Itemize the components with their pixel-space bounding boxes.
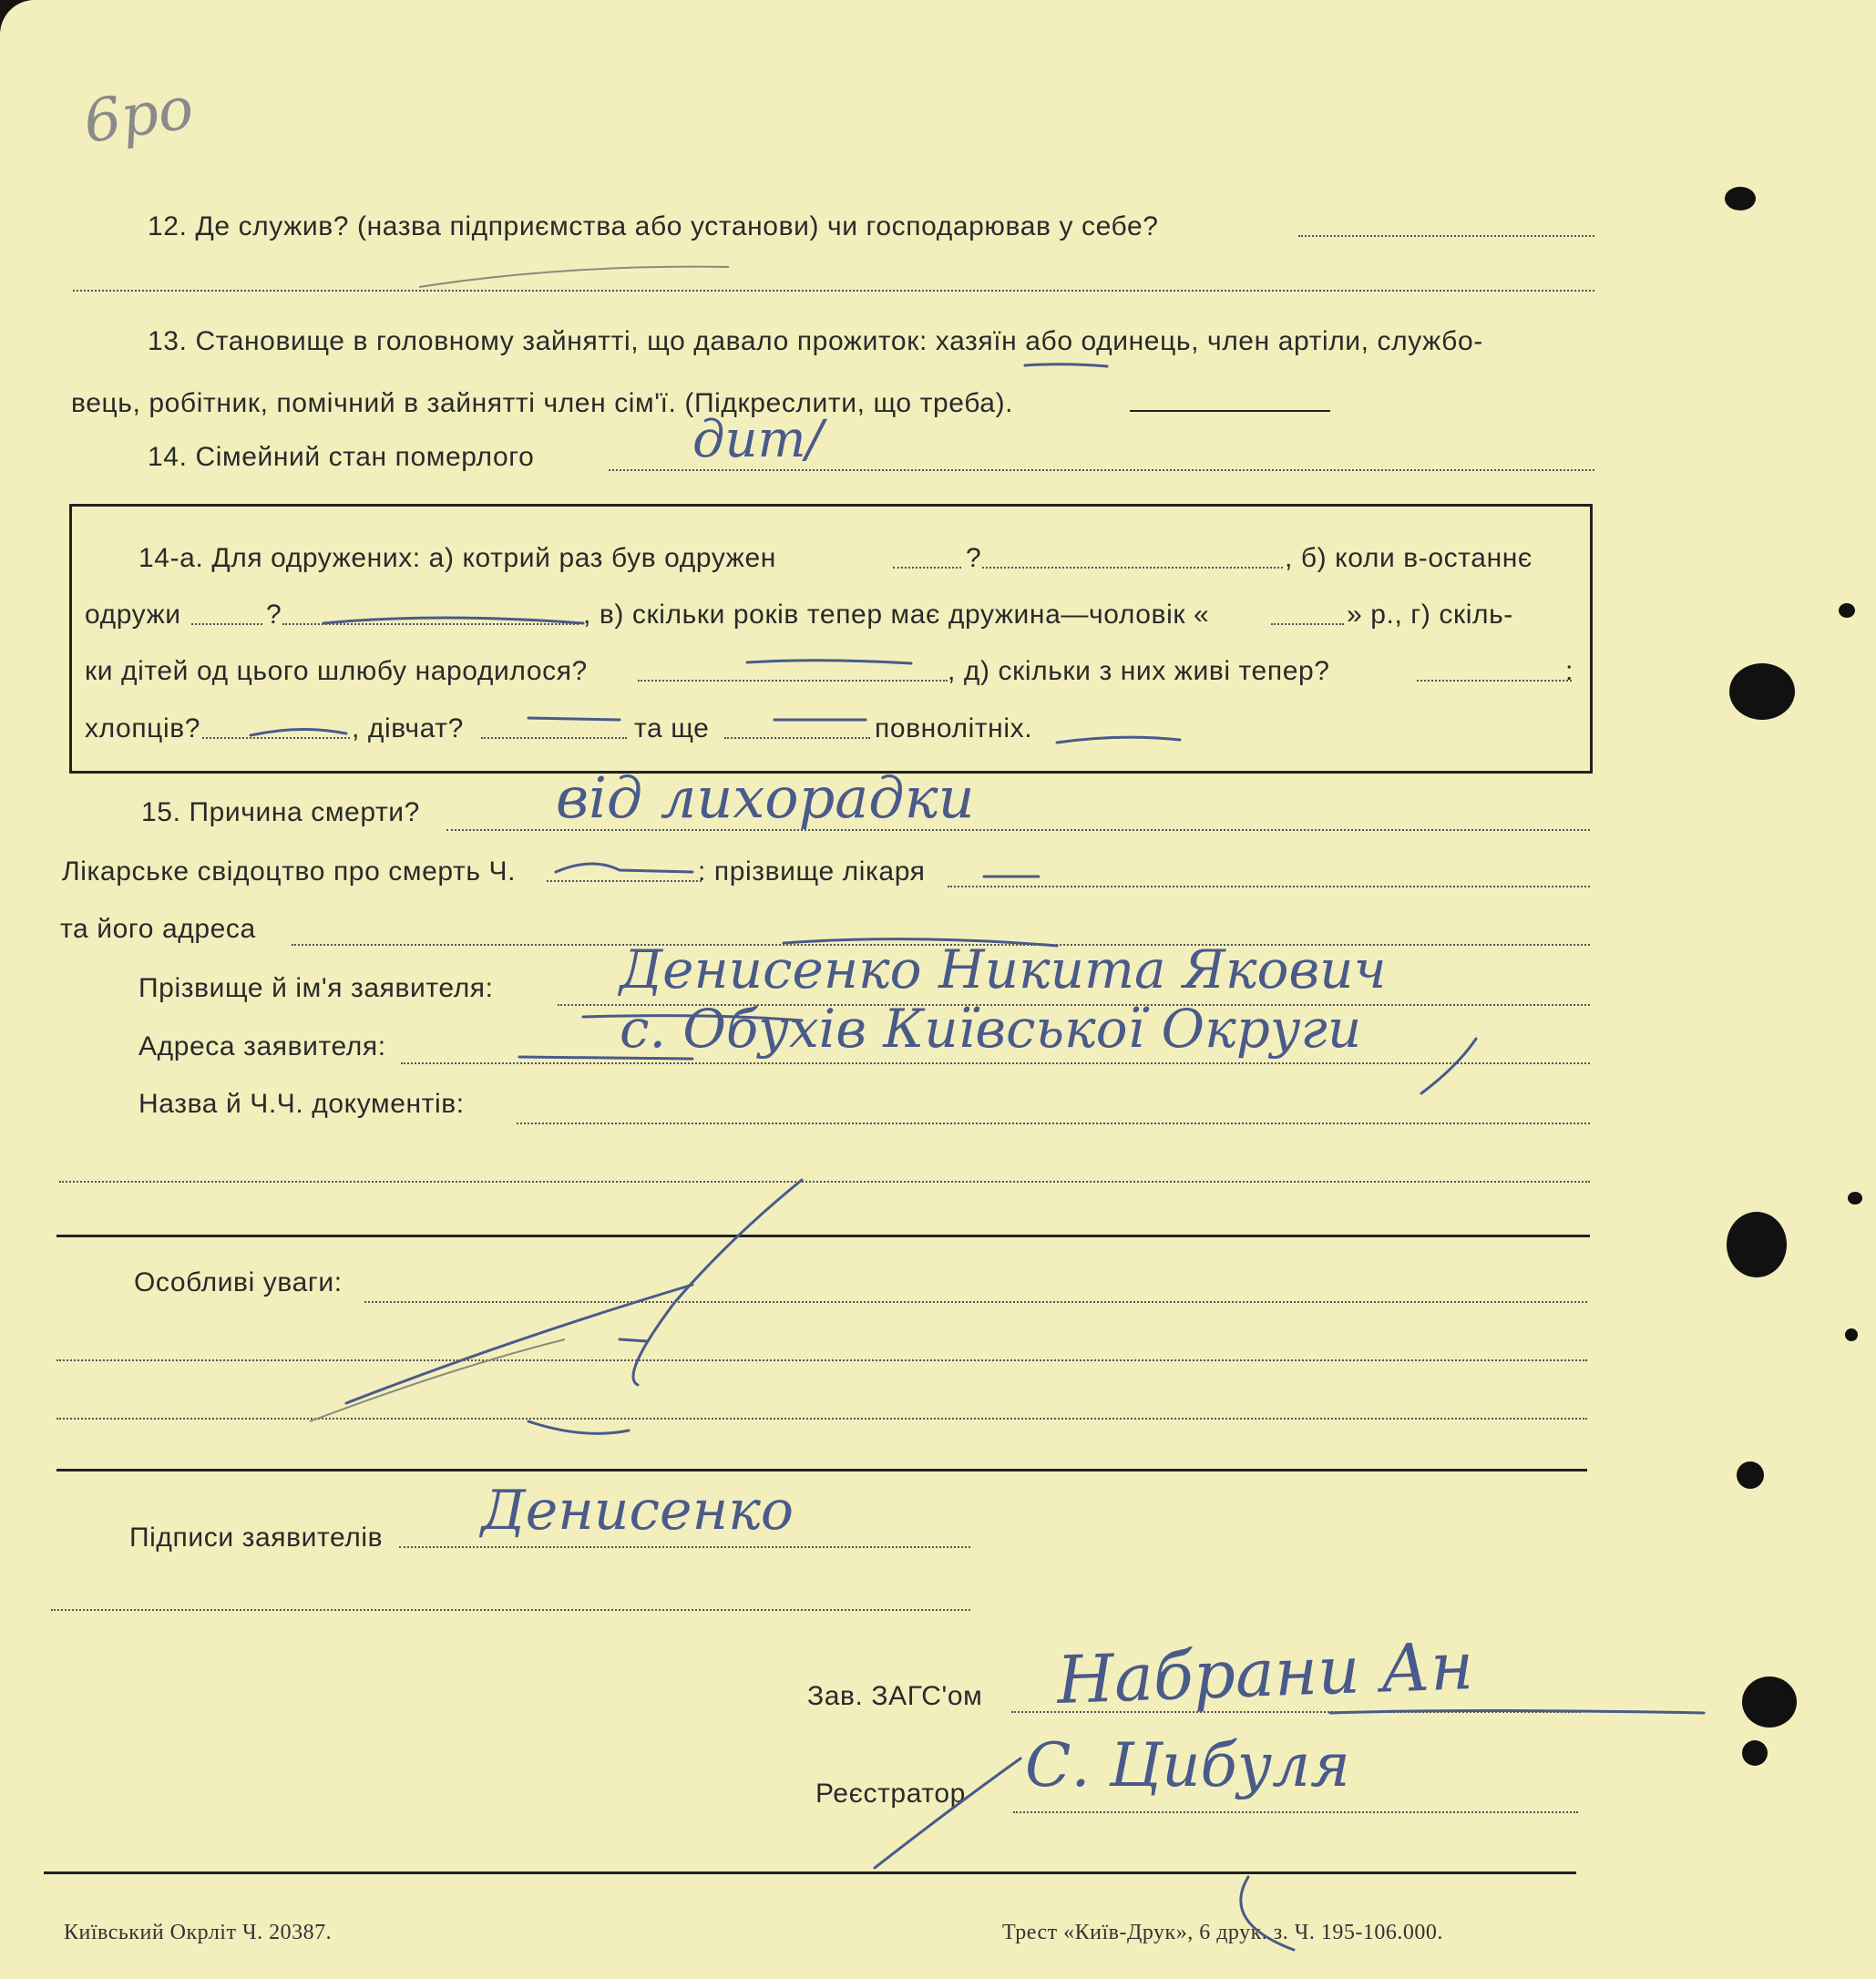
notes-label: Особливі уваги: bbox=[134, 1267, 343, 1297]
punch-hole bbox=[1737, 1461, 1764, 1489]
q15-answer: від лихорадки bbox=[556, 764, 975, 831]
applicant-signature: Денисенко bbox=[481, 1479, 794, 1543]
applicant-name-value: Денисенко Никита Якович bbox=[620, 938, 1387, 1000]
q14a-line-3-c: : bbox=[1565, 656, 1574, 686]
applicant-address-value: с. Обухів Київської Округи bbox=[620, 998, 1362, 1060]
q14a-line-1-c: , б) коли в-останнє bbox=[1285, 543, 1533, 573]
q13-line-1: 13. Становище в головному зайнятті, що давало прожиток: хазяїн або одинець, член артіли, службо- bbox=[148, 326, 1483, 356]
q14a-line-3-b: , д) скільки з них живі тепер? bbox=[948, 656, 1330, 686]
punch-hole bbox=[1848, 1192, 1862, 1205]
registrar-label: Реєстратор bbox=[815, 1779, 966, 1809]
q14a-line-4-b: , дівчат? bbox=[352, 713, 464, 743]
q12-label: 12. Де служив? (назва підприємства або установи) чи господарював у себе? bbox=[148, 211, 1159, 241]
head-registry-label: Зав. ЗАГС'ом bbox=[807, 1681, 983, 1711]
corner-note: 6ро bbox=[79, 74, 198, 158]
q13-line-2: вець, робітник, помічний в зайнятті член сім'ї. (Підкреслити, що треба). bbox=[71, 388, 1014, 418]
footer-right: Трест «Київ-Друк», 6 друк. з. Ч. 195-106.000. bbox=[1002, 1921, 1443, 1944]
punch-hole bbox=[1729, 663, 1795, 720]
q14a-line-1-b: ? bbox=[966, 543, 982, 573]
punch-hole bbox=[1742, 1677, 1797, 1728]
punch-hole bbox=[1742, 1740, 1768, 1766]
punch-hole bbox=[1845, 1328, 1858, 1341]
underline-mark bbox=[1025, 364, 1107, 366]
q14-label: 14. Сімейний стан померлого bbox=[148, 442, 535, 472]
q14a-line-2-d: » р., г) скіль- bbox=[1347, 600, 1513, 630]
q14-answer: дит/ bbox=[692, 410, 824, 469]
punch-hole bbox=[1727, 1212, 1787, 1277]
doctor-address-label: та його адреса bbox=[60, 914, 256, 944]
med-certificate-label: Лікарське свідоцтво про смерть Ч. bbox=[62, 856, 517, 887]
punch-hole bbox=[1725, 187, 1756, 210]
q14a-line-1-a: 14-а. Для одружених: а) котрий раз був одружен bbox=[138, 543, 776, 573]
q14a-line-4-a: хлопців? bbox=[85, 713, 201, 743]
registrar-signature: С. Цибуля bbox=[1025, 1730, 1350, 1800]
documents-label: Назва й Ч.Ч. документів: bbox=[138, 1089, 465, 1119]
q14a-line-4-d: повнолітніх. bbox=[875, 713, 1033, 743]
doctor-name-label: : прізвище лікаря bbox=[698, 856, 926, 887]
applicant-signatures-label: Підписи заявителів bbox=[129, 1523, 384, 1553]
applicant-name-label: Прізвище й ім'я заявителя: bbox=[138, 973, 494, 1003]
q14a-line-2-b: ? bbox=[266, 600, 282, 630]
q14a-line-3-a: ки дітей од цього шлюбу народилося? bbox=[85, 656, 588, 686]
punch-hole bbox=[1839, 603, 1855, 618]
applicant-address-label: Адреса заявителя: bbox=[138, 1031, 386, 1061]
head-registry-signature: Набрани Ан bbox=[1055, 1627, 1475, 1718]
q15-label: 15. Причина смерти? bbox=[141, 797, 420, 827]
q14a-line-2-c: , в) скільки років тепер має дружина—чоловік « bbox=[583, 600, 1210, 630]
q14a-line-2-a: одружи bbox=[85, 600, 181, 630]
footer-left: Київський Окрліт Ч. 20387. bbox=[64, 1921, 333, 1944]
q14a-line-4-c: та ще bbox=[634, 713, 710, 743]
